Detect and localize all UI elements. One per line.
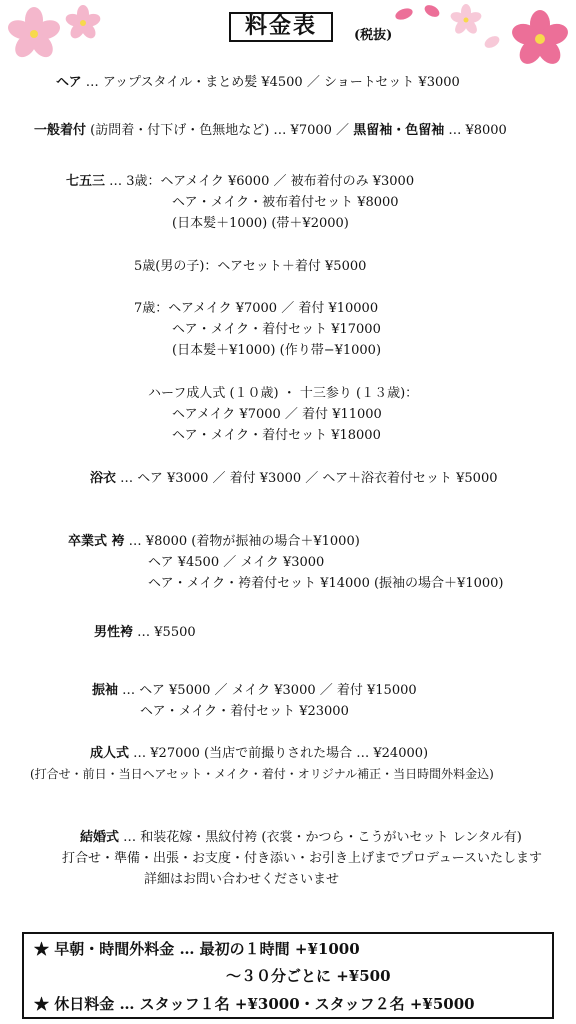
shichigosan-age3-line1	[66, 173, 414, 190]
ippan-text2: … ¥8000	[444, 123, 507, 138]
sakura-icon-small-left	[64, 4, 102, 42]
tax-note: (税抜)	[354, 28, 393, 43]
wedding-line1	[80, 829, 522, 846]
shichigosan-label: 七五三	[66, 174, 106, 189]
shichigosan-age7-line1: 7歳：ヘアメイク ¥7000 ／ 着付 ¥10000	[134, 301, 379, 316]
shichigosan-age3-text: … 3歳：ヘアメイク ¥6000 ／ 被布着付のみ ¥3000	[105, 174, 415, 189]
shichigosan-half-line3: ヘア・メイク・着付セット ¥18000	[172, 428, 381, 443]
shichigosan-half-line2: ヘアメイク ¥7000 ／ 着付 ¥11000	[172, 407, 382, 422]
graduation-line3: ヘア・メイク・袴着付セット ¥14000 (振袖の場合＋¥1000)	[148, 576, 504, 591]
ippan-row	[34, 122, 507, 139]
seijinshiki-line1	[90, 745, 428, 762]
mens-hakama-label: 男性袴	[94, 625, 134, 640]
shichigosan-half-line1: ハーフ成人式 (１０歳) ・ 十三参り (１３歳)：	[148, 386, 419, 401]
yukata-text: … ヘア ¥3000 ／ 着付 ¥3000 ／ ヘア＋浴衣着付セット ¥5000	[116, 471, 498, 486]
furisode-text: … ヘア ¥5000 ／ メイク ¥3000 ／ 着付 ¥15000	[118, 683, 417, 698]
graduation-label: 卒業式 袴	[68, 534, 125, 549]
furisode-label: 振袖	[92, 683, 119, 698]
wedding-label: 結婚式	[80, 830, 120, 845]
holiday-fee: ★ 休日料金 … スタッフ１名 +¥3000・スタッフ２名 +¥5000	[34, 995, 475, 1013]
shichigosan-age7-line2: ヘア・メイク・着付セット ¥17000	[172, 322, 381, 337]
hair-row	[56, 74, 460, 91]
extra-charges-box	[22, 932, 554, 1019]
sakura-icon-large-left	[6, 6, 62, 62]
early-overtime-fee: ★ 早朝・時間外料金 … 最初の１時間 +¥1000	[34, 940, 360, 958]
sakura-icon-large-right	[510, 8, 570, 70]
sakura-petals-icon-right	[392, 2, 502, 52]
furisode-line1	[92, 682, 417, 699]
seijinshiki-text: … ¥27000 (当店で前撮りされた場合 … ¥24000)	[129, 746, 429, 761]
mens-hakama-row	[94, 624, 196, 641]
shichigosan-age7-line3: (日本髪＋¥1000) (作り帯−¥1000)	[172, 343, 382, 358]
seijinshiki-line2: (打合せ・前日・当日ヘアセット・メイク・着付・オリジナル補正・当日時間外料金込)	[30, 767, 494, 781]
graduation-text: … ¥8000 (着物が振袖の場合＋¥1000)	[124, 534, 360, 549]
ippan-label: 一般着付	[34, 123, 87, 138]
shichigosan-age3-line3: (日本髪＋1000) (帯＋¥2000)	[172, 216, 349, 231]
shichigosan-age5-line1: 5歳(男の子)：ヘアセット＋着付 ¥5000	[134, 259, 367, 274]
hair-label: ヘア	[56, 75, 82, 90]
seijinshiki-label: 成人式	[90, 746, 130, 761]
graduation-line1	[68, 533, 360, 550]
yukata-row	[90, 470, 498, 487]
hair-text: … アップスタイル・まとめ髪 ¥4500 ／ ショートセット ¥3000	[81, 75, 460, 90]
wedding-line3: 詳細はお問い合わせくださいませ	[144, 872, 340, 887]
graduation-line2: ヘア ¥4500 ／ メイク ¥3000	[148, 555, 325, 570]
wedding-line2: 打合せ・準備・出張・お支度・付き添い・お引き上げまでプロデュースいたします	[62, 851, 542, 866]
ippan-label2: 黒留袖・色留袖	[353, 123, 445, 138]
ippan-text1: (訪問着・付下げ・色無地など) … ¥7000 ／	[86, 123, 354, 138]
per-30min-fee: 〜３０分ごとに +¥500	[226, 967, 391, 985]
shichigosan-age3-line2: ヘア・メイク・被布着付セット ¥8000	[172, 195, 399, 210]
wedding-text: … 和装花嫁・黒紋付袴 (衣裳・かつら・こうがいセット レンタル有)	[119, 830, 522, 845]
mens-hakama-text: … ¥5500	[133, 625, 196, 640]
furisode-line2: ヘア・メイク・着付セット ¥23000	[140, 704, 349, 719]
yukata-label: 浴衣	[90, 471, 117, 486]
page-title: 料金表	[229, 12, 333, 42]
